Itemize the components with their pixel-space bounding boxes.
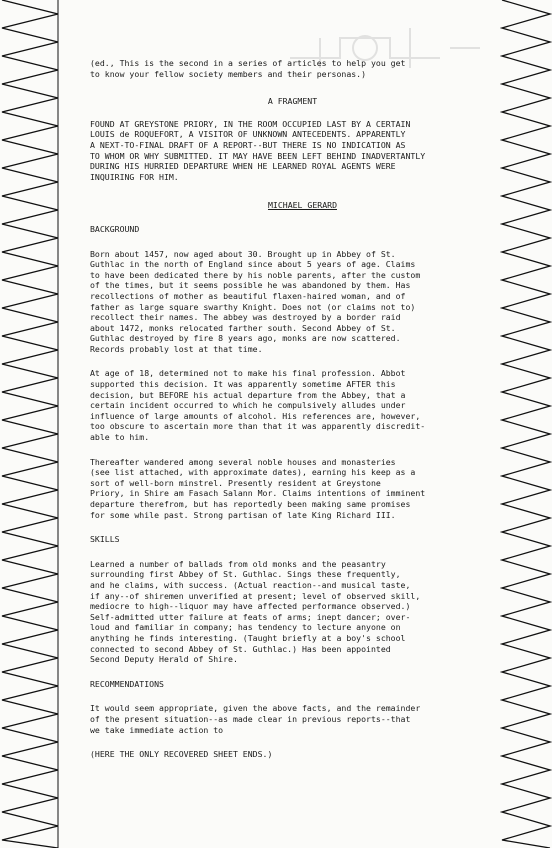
left-zigzag-line: [2, 0, 58, 848]
background-paragraph-1: Born about 1457, now aged about 30. Brought up in Abbey of St. Guthlac in the north of England since about 5 years of age. Claims to have been dedicated there by his noble parents, after the custom of the times, but it seems possible he was abandoned by them. Has recollections of mother as beautiful flaxen-haired woman, and of father as large square swarthy Knight. Does not (or claims not to) recollect their names. The abbey was destroyed by a border raid about 1472, monks relocated farther south. Second Abbey of St. Guthlac destroyed by fire 8 years ago, monks are now scattered. Records probably lost at that time.: [90, 248, 421, 354]
background-paragraph-3: Thereafter wandered among several noble houses and monasteries (see list attached, with approximate dates), earning his keep as a sort of well-born minstrel. Presently resident at Greystone Priory, in Shire am Fasach Salann Mor. Claims intentions of imminent departure therefrom, but has reportedly been making same promises for some while past. Strong partisan of late King Richard III.: [90, 456, 426, 520]
recommendations-paragraph: It would seem appropriate, given the above facts, and the remainder of the present situation--as made clear in previous reports--that we take immediate action to: [90, 703, 421, 735]
background-heading: BACKGROUND: [90, 223, 140, 234]
recommendations-heading: RECOMMENDATIONS: [90, 678, 164, 689]
fragment-preface: FOUND AT GREYSTONE PRIORY, IN THE ROOM OCCUPIED LAST BY A CERTAIN LOUIS de ROQUEFORT, A VISITOR OF UNKNOWN ANTECEDENTS. APPARENTLY A NEXT-TO-FINAL DRAFT OF A REPORT--BUT THERE IS NO INDICATION AS TO WHOM OR WHY SUBMITTED. IT MAY HAVE BEEN LEFT BEHIND INADVERTANTLY DURING HIS HURRIED DEPARTURE WHEN HE LEARNED ROYAL AGENTS WERE INQUIRING FOR HIM.: [90, 118, 426, 182]
persona-name: MICHAEL GERARD: [267, 200, 337, 211]
background-paragraph-2: At age of 18, determined not to make his final profession. Abbot supported this decision. It was apparently sometime AFTER this decision, but BEFORE his actual departure from the Abbey, that a certain incident occurred to which he compulsively alludes under influence of large amounts of alcohol. His references are, however, too obscure to ascertain more than that it was apparently discredit- able to him.: [90, 368, 426, 443]
editor-note: (ed., This is the second in a series of articles to help you get to know your fellow society members and their personas.): [90, 58, 406, 79]
fragment-heading: A FRAGMENT: [267, 96, 318, 107]
left-zigzag-border: [0, 0, 62, 848]
skills-paragraph: Learned a number of ballads from old monks and the peasantry surrounding first Abbey of St. Guthlac. Sings these frequently, and he claims, with success. (Actual reaction--and musical taste, if any--of shiremen unverified at present; level of observed skill, mediocre to high--liquor may have affected performance observed.) Self-admitted utter failure at feats of arms; inept dancer; over- loud and familiar in company; has tendency to lecture anyone on anything he finds interesting. (Taught briefly at a boy's school connected to second Abbey of St. Guthlac.) Has been appointed Second Deputy Herald of Shire.: [90, 558, 421, 665]
right-zigzag-line: [502, 0, 550, 848]
right-zigzag-border: [500, 0, 552, 848]
skills-heading: SKILLS: [90, 534, 120, 545]
sheet-ending-note: (HERE THE ONLY RECOVERED SHEET ENDS.): [90, 749, 273, 760]
document-body: [90, 58, 495, 760]
